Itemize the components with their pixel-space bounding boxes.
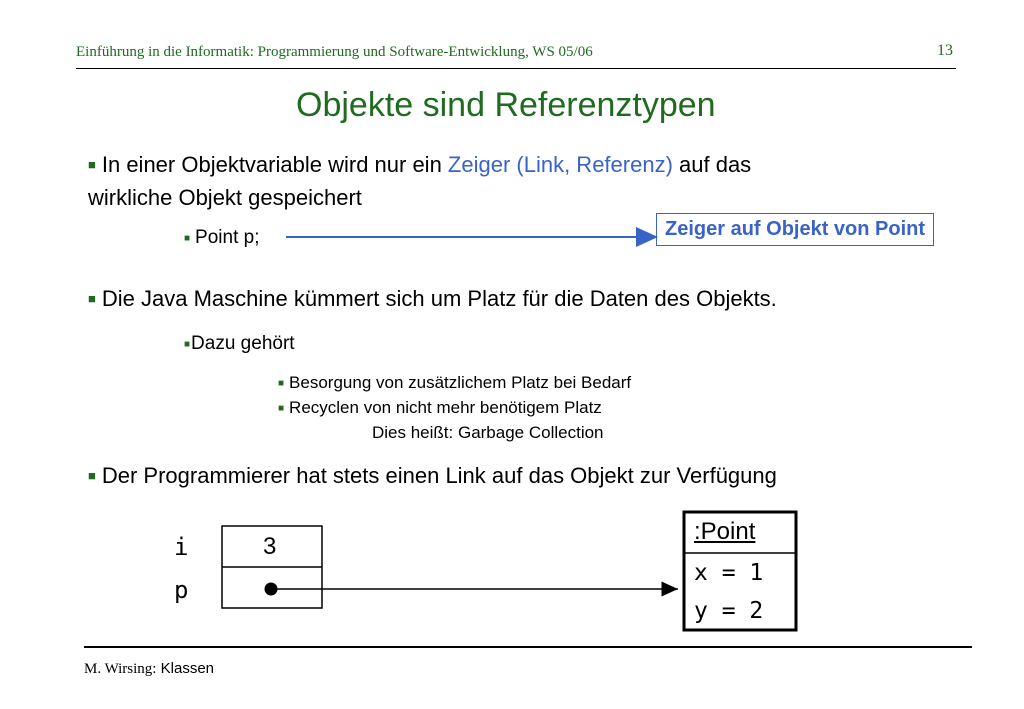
bullet-3-text: Der Programmierer hat stets einen Link auf das Objekt zur Verfügung <box>101 463 777 488</box>
bullet-1-text-after: auf das <box>672 152 752 177</box>
course-header: Einführung in die Informatik: Programmierung und Software-Entwicklung, WS 05/06 <box>76 44 593 60</box>
bullet-square-icon: ■ <box>278 403 285 414</box>
footer-topic: Klassen <box>160 660 215 677</box>
bullet-square-icon: ■ <box>88 468 96 483</box>
bullet-square-icon: ■ <box>88 157 96 172</box>
variable-p-label: p <box>174 576 189 604</box>
slide-title: Objekte sind Referenztypen <box>296 86 716 124</box>
bullet-2-text: Die Java Maschine kümmert sich um Platz für die Daten des Objekts. <box>101 286 777 311</box>
bullet-1-text-before: In einer Objektvariable wird nur ein <box>101 152 448 177</box>
bullet-1-highlight: Zeiger (Link, Referenz) <box>447 152 673 177</box>
page-number: 13 <box>937 42 953 59</box>
point-declaration-text: Point p; <box>195 227 260 248</box>
bullet-1-line2: wirkliche Objekt gespeichert <box>88 185 362 210</box>
reference-dot <box>265 583 278 596</box>
garbage-collection-note: Dies heißt: Garbage Collection <box>372 423 604 442</box>
subsub-text-2: Recyclen von nicht mehr benötigem Platz <box>289 398 602 417</box>
dazu-text: Dazu gehört <box>191 333 295 354</box>
variable-i-label: i <box>174 533 189 561</box>
bullet-square-icon: ■ <box>184 339 191 350</box>
bullet-square-icon: ■ <box>88 291 96 306</box>
object-field-y: y = 2 <box>694 598 764 624</box>
subsub-text-1: Besorgung von zusätzlichem Platz bei Bedarf <box>289 373 632 392</box>
footer-rule <box>84 646 972 648</box>
object-class-name: :Point <box>694 518 756 545</box>
variable-i-value: 3 <box>263 533 277 560</box>
object-field-x: x = 1 <box>694 560 764 586</box>
footer-author: M. Wirsing: <box>84 661 157 677</box>
bullet-square-icon: ■ <box>184 233 191 244</box>
bullet-square-icon: ■ <box>278 378 285 389</box>
pointer-callout: Zeiger auf Objekt von Point <box>656 213 934 246</box>
footer <box>84 660 214 678</box>
